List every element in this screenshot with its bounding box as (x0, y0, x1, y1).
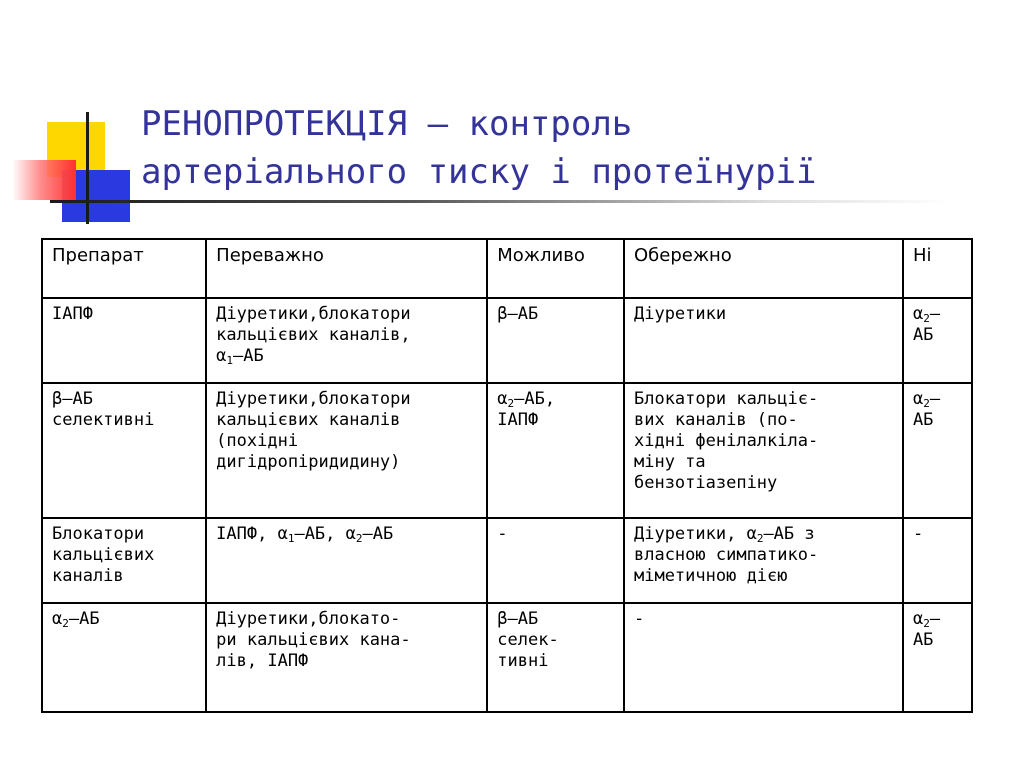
cell-preferred: Діуретики,блокато- ри кальцієвих кана- лів, ІАПФ (206, 603, 487, 712)
cell-drug: Блокатори кальцієвих каналів (42, 518, 206, 603)
decor-vertical-line (86, 112, 89, 224)
header-drug: Препарат (42, 239, 206, 298)
table-row (42, 518, 972, 603)
cell-preferred: Діуретики,блокатори кальцієвих каналів (похідні дигідропіридидину) (206, 383, 487, 518)
header-preferred: Переважно (206, 239, 487, 298)
cell-no: $\alpha_2-$ АБ (903, 603, 972, 712)
cell-possible: β–АБ (487, 298, 624, 383)
slide-title-line-2: артеріального тиску і протеїнурії (141, 152, 817, 192)
header-no: Ні (903, 239, 972, 298)
cell-possible: - (487, 518, 624, 603)
table-row (42, 603, 972, 712)
cell-preferred: ІАПФ, $\alpha_1-АБ$, $\alpha_2-АБ$ (206, 518, 487, 603)
table-row (42, 298, 972, 383)
table-row (42, 383, 972, 518)
cell-caution: Діуретики, $\alpha_2-АБ$ з власною симпатико- міметичною дією (624, 518, 903, 603)
decor-red-gradient-bar (12, 160, 76, 200)
slide-title (141, 100, 1001, 196)
cell-possible: $\alpha_2-АБ$, ІАПФ (487, 383, 624, 518)
header-possible: Можливо (487, 239, 624, 298)
cell-possible: β–АБ селек- тивні (487, 603, 624, 712)
cell-caution: Діуретики (624, 298, 903, 383)
cell-no: - (903, 518, 972, 603)
drug-combination-table (41, 238, 973, 713)
header-caution: Обережно (624, 239, 903, 298)
cell-drug: $\alpha_2-АБ$ (42, 603, 206, 712)
slide-title-line-1: РЕНОПРОТЕКЦІЯ – контроль (141, 104, 633, 144)
cell-drug: β–АБ селективні (42, 383, 206, 518)
cell-caution: Блокатори кальціє- вих каналів (по- хідні фенілалкіла- міну та бензотіазепіну (624, 383, 903, 518)
cell-no: $\alpha_2-$ АБ (903, 383, 972, 518)
cell-drug: ІАПФ (42, 298, 206, 383)
decor-horizontal-rule (50, 200, 950, 203)
cell-caution: - (624, 603, 903, 712)
cell-preferred: Діуретики,блокатори кальцієвих каналів, $\alpha_1-АБ$ (206, 298, 487, 383)
table-header-row (42, 239, 972, 298)
cell-no: $\alpha_2-$ АБ (903, 298, 972, 383)
